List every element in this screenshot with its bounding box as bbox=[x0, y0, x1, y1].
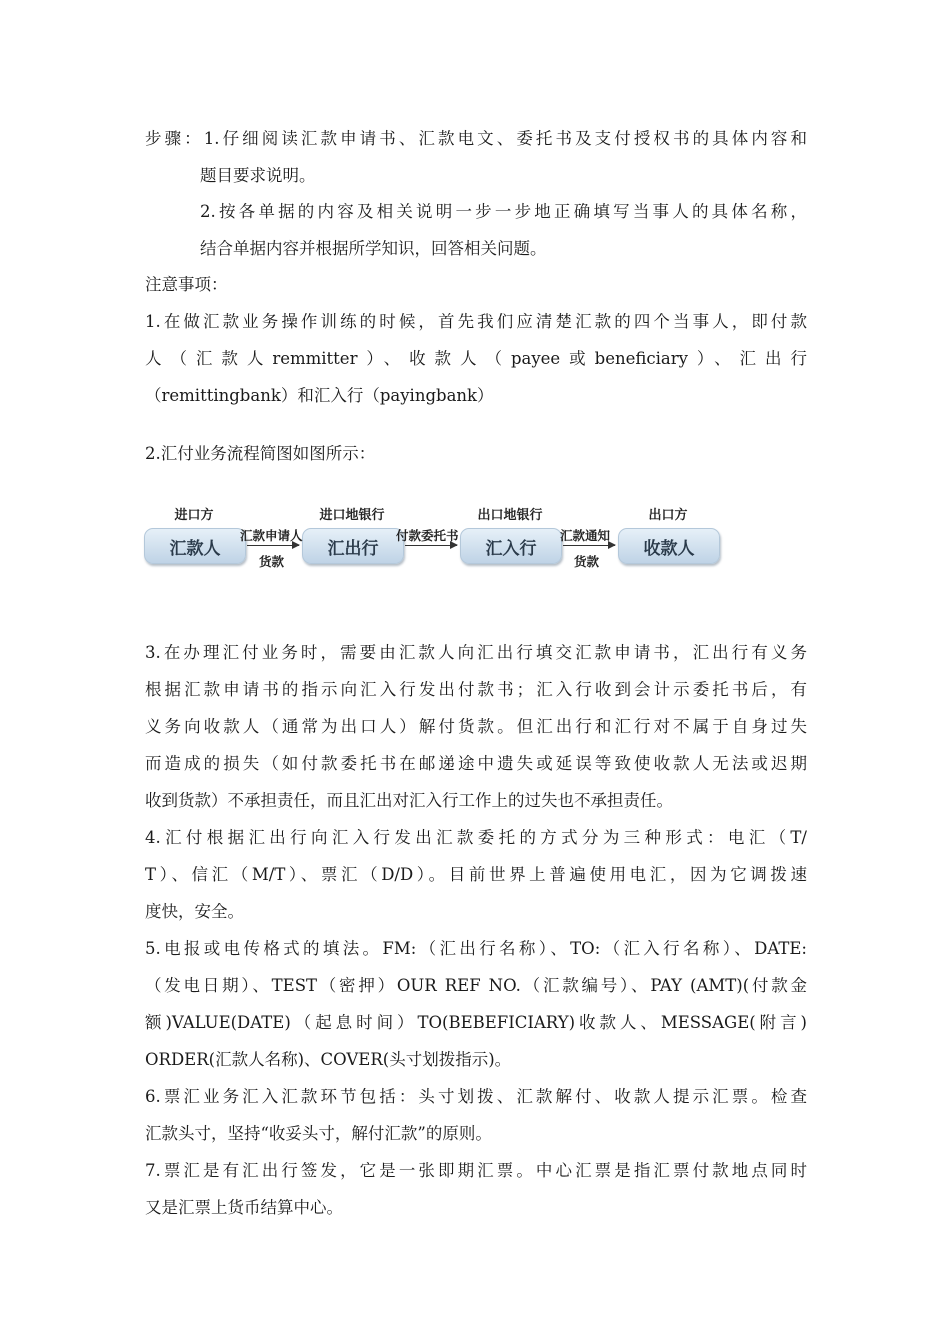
note-5-line-3: 额)VALUE(DATE)（起息时间）TO(BEBEFICIARY)收款人、MESSAGE(附言) bbox=[145, 1013, 807, 1032]
step-1-line-2: 题目要求说明。 bbox=[200, 166, 316, 185]
note-3-line-4: 而造成的损失（如付款委托书在邮递途中遗失或延误等致使收款人无法或迟期 bbox=[145, 754, 807, 773]
box-remitting-bank: 汇出行 bbox=[302, 528, 404, 564]
step-2-line-2: 结合单据内容并根据所学知识，回答相关问题。 bbox=[200, 239, 547, 258]
role-import-bank: 进口地银行 bbox=[319, 508, 385, 523]
remittance-flow-diagram bbox=[140, 498, 730, 578]
notes-title: 注意事项： bbox=[145, 275, 228, 294]
arrow-1 bbox=[247, 545, 299, 546]
role-exporter: 出口方 bbox=[648, 508, 688, 523]
note-5-line-4: ORDER(汇款人名称)、COVER(头寸划拨指示)。 bbox=[145, 1050, 512, 1069]
step-2-line-1: 2.按各单据的内容及相关说明一步一步地正确填写当事人的具体名称， bbox=[200, 202, 807, 221]
arrow-2 bbox=[405, 545, 457, 546]
note-1-line-3: （remittingbank）和汇入行（payingbank） bbox=[145, 386, 494, 405]
note-3-line-1: 3.在办理汇付业务时，需要由汇款人向汇出行填交汇款申请书，汇出行有义务 bbox=[145, 643, 807, 662]
arrow-3-top-label: 汇款通知 bbox=[560, 528, 611, 543]
arrow-1-top-label: 汇款申请人 bbox=[240, 528, 303, 543]
note-1-line-1: 1.在做汇款业务操作训练的时候，首先我们应清楚汇款的四个当事人，即付款 bbox=[145, 312, 807, 331]
note-6-line-2: 汇款头寸，坚持“收妥头寸，解付汇款”的原则。 bbox=[145, 1124, 492, 1143]
box-paying-bank: 汇入行 bbox=[460, 528, 562, 564]
box-payee: 收款人 bbox=[618, 528, 720, 564]
arrow-3 bbox=[563, 545, 615, 546]
note-4-line-2: T）、信汇（M/T）、票汇（D/D）。目前世界上普遍使用电汇，因为它调拨速 bbox=[145, 865, 807, 884]
note-5-line-1: 5.电报或电传格式的填法。FM:（汇出行名称）、TO:（汇入行名称）、DATE: bbox=[145, 939, 807, 958]
note-3-line-2: 根据汇款申请书的指示向汇入行发出付款书；汇入行收到会计示委托书后，有 bbox=[145, 680, 807, 699]
step-1-line-1: 步骤：1.仔细阅读汇款申请书、汇款电文、委托书及支付授权书的具体内容和 bbox=[145, 129, 807, 148]
arrow-3-bottom-label: 货款 bbox=[574, 554, 600, 569]
arrow-1-bottom-label: 货款 bbox=[259, 554, 285, 569]
note-5-line-2: （发电日期）、TEST（密押）OUR REF NO.（汇款编号）、PAY (AMT)(付款金 bbox=[145, 976, 807, 995]
arrow-2-top-label: 付款委托书 bbox=[396, 528, 459, 543]
note-3-line-5: 收到货款）不承担责任，而且汇出对汇入行工作上的过失也不承担责任。 bbox=[145, 791, 673, 810]
note-3-line-3: 义务向收款人（通常为出口人）解付货款。但汇出行和汇行对不属于自身过失 bbox=[145, 717, 807, 736]
note-6-line-1: 6.票汇业务汇入汇款环节包括：头寸划拨、汇款解付、收款人提示汇票。检查 bbox=[145, 1087, 807, 1106]
box-remitter: 汇款人 bbox=[144, 528, 246, 564]
note-2: 2.汇付业务流程简图如图所示： bbox=[145, 444, 376, 463]
role-export-bank: 出口地银行 bbox=[477, 508, 543, 523]
note-1-line-2: 人（汇款人remmitter）、收款人（payee或beneficiary）、汇出行 bbox=[145, 349, 807, 368]
note-7-line-2: 又是汇票上货币结算中心。 bbox=[145, 1198, 343, 1217]
note-4-line-1: 4.汇付根据汇出行向汇入行发出汇款委托的方式分为三种形式：电汇（T/ bbox=[145, 828, 807, 847]
role-importer: 进口方 bbox=[174, 508, 214, 523]
note-7-line-1: 7.票汇是有汇出行签发，它是一张即期汇票。中心汇票是指汇票付款地点同时 bbox=[145, 1161, 807, 1180]
note-4-line-3: 度快，安全。 bbox=[145, 902, 244, 921]
